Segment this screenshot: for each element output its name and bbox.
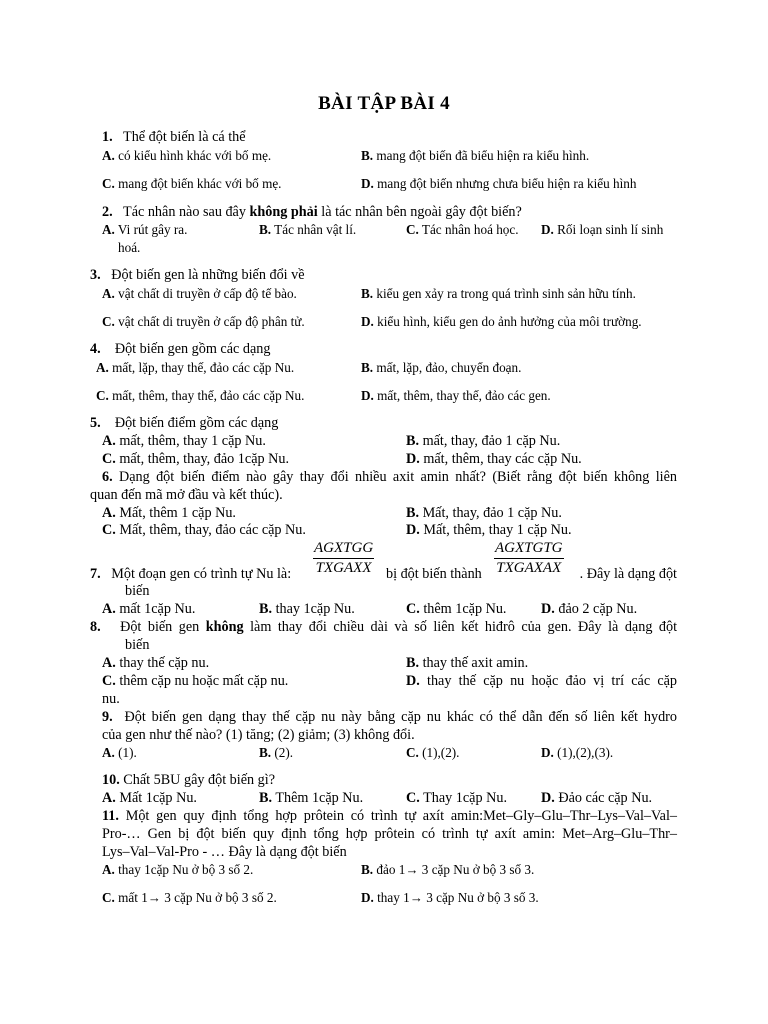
option-a	[102, 221, 187, 238]
question-9-stem	[102, 709, 677, 726]
option-letter: B.	[406, 655, 420, 671]
option-c	[102, 673, 288, 690]
option-letter: D.	[361, 176, 374, 191]
option-letter: B.	[259, 222, 272, 237]
question-number: 3.	[90, 267, 101, 283]
option-letter: B.	[259, 601, 273, 617]
option-text: mất, thêm, thay thế, đảo các gen.	[377, 388, 551, 403]
option-b	[259, 221, 356, 238]
question-text: Tác nhân nào sau đây	[123, 204, 246, 220]
option-text: thay 1→ 3 cặp Nu ở bộ 3 số 3.	[377, 890, 539, 905]
option-letter: D.	[406, 451, 420, 467]
question-number: 4.	[90, 341, 101, 357]
option-text: Mất, thêm, thay, đảo các cặp Nu.	[119, 522, 306, 538]
option-d	[406, 673, 677, 690]
option-letter: C.	[102, 176, 115, 191]
option-a	[102, 433, 266, 450]
sequence-bottom-strand: TXGAXX	[315, 560, 372, 576]
option-letter: A.	[102, 790, 116, 806]
option-text: Đảo các cặp Nu.	[558, 790, 653, 806]
question-8-stem-wrap: biến	[125, 637, 150, 653]
question-8-stem	[90, 619, 677, 636]
option-letter: B.	[361, 360, 374, 375]
option-letter: A.	[102, 433, 116, 449]
question-text: Một gen quy định tổng hợp prôtein có trình tự axít amin:Met–Gly–Glu–Thr–Lys–Val–Val–	[125, 808, 677, 824]
option-text: (1).	[118, 745, 137, 760]
option-letter: B.	[361, 862, 374, 877]
option-text: thay 1cặp Nu.	[275, 601, 355, 617]
question-11-stem	[102, 808, 677, 825]
option-text: mất 1→ 3 cặp Nu ở bộ 3 số 2.	[118, 890, 277, 905]
option-text: Mất, thay, đảo 1 cặp Nu.	[422, 505, 562, 521]
option-d	[361, 175, 636, 192]
option-d-continuation: nu.	[102, 691, 120, 707]
option-letter: D.	[541, 745, 554, 760]
question-7-stem-mid: bị đột biến thành	[386, 566, 482, 582]
question-text: Đột biến gen là những biến đổi về	[111, 267, 305, 283]
option-text: (2).	[274, 745, 294, 760]
option-text: thêm cặp nu hoặc mất cặp nu.	[119, 673, 289, 689]
question-text: Thể đột biến là cá thể	[123, 129, 246, 145]
question-number: 9.	[102, 709, 113, 725]
question-text: Chất 5BU gây đột biến gì?	[123, 772, 275, 788]
sequence-top-strand: AGXTGG	[313, 540, 374, 559]
question-10-stem	[102, 772, 275, 789]
option-text: Tác nhân hoá học.	[421, 222, 519, 237]
question-text: là tác nhân bên ngoài gây đột biến?	[321, 204, 522, 220]
option-c	[102, 313, 305, 330]
option-b	[259, 601, 355, 618]
option-c	[406, 221, 519, 238]
question-3-stem	[90, 267, 305, 284]
option-text: (1),(2),(3).	[557, 745, 614, 760]
option-text: mang đột biến đã biểu hiện ra kiểu hình.	[376, 148, 590, 163]
option-c	[406, 744, 459, 761]
question-11-stem-line2: Pro-… Gen bị đột biến quy định tổng hợp prôtein có trình tự axít amin: Met–Arg–Glu–Thr–	[102, 826, 677, 842]
option-text: thêm 1cặp Nu.	[423, 601, 507, 617]
question-text: Dạng đột biến điểm nào gây thay đổi nhiều axit amin nhất? (Biết rằng đột biến không liên	[119, 469, 677, 485]
option-letter: C.	[102, 673, 116, 689]
option-letter: D.	[361, 314, 374, 329]
option-text: kiểu gen xảy ra trong quá trình sinh sản hữu tính.	[376, 286, 636, 301]
option-b	[361, 861, 534, 878]
option-d	[361, 313, 642, 330]
option-letter: D.	[406, 673, 420, 689]
option-c	[96, 387, 304, 404]
option-text: thay 1cặp Nu ở bộ 3 số 2.	[118, 862, 254, 877]
option-text: đảo 2 cặp Nu.	[558, 601, 638, 617]
question-emphasis: không phải	[249, 204, 318, 220]
question-9-stem-line2: của gen như thế nào? (1) tăng; (2) giảm; (3) không đổi.	[102, 727, 415, 743]
question-number: 7.	[90, 566, 101, 582]
option-letter: B.	[259, 790, 273, 806]
option-letter: C.	[406, 745, 419, 760]
option-text: có kiểu hình khác với bố mẹ.	[118, 148, 272, 163]
option-text: mất, thêm, thay thế, đảo các cặp Nu.	[112, 388, 305, 403]
option-b	[259, 744, 293, 761]
option-letter: D.	[541, 601, 555, 617]
question-1-stem	[102, 129, 246, 146]
option-text: mang đột biến khác với bố mẹ.	[118, 176, 282, 191]
option-a	[96, 359, 294, 376]
option-c	[406, 790, 507, 807]
option-c	[102, 451, 289, 468]
option-letter: A.	[102, 286, 115, 301]
question-4-stem	[90, 341, 270, 358]
option-text: vật chất di truyền ở cấp độ tế bào.	[118, 286, 297, 301]
option-letter: D.	[541, 790, 555, 806]
option-letter: B.	[406, 433, 420, 449]
option-d	[541, 601, 637, 618]
question-text: Một đoạn gen có trình tự Nu là:	[111, 566, 292, 582]
option-text: Tác nhân vật lí.	[274, 222, 357, 237]
option-text: Vi rút gây ra.	[117, 222, 188, 237]
option-text: mang đột biến nhưng chưa biểu hiện ra kiểu hình	[377, 176, 637, 191]
option-c	[102, 522, 306, 539]
question-number: 5.	[90, 415, 101, 431]
option-text: mất, lặp, đảo, chuyển đoạn.	[376, 360, 522, 375]
option-b	[406, 505, 562, 522]
question-number: 8.	[90, 619, 101, 635]
option-text: kiểu hình, kiểu gen do ảnh hưởng của môi trường.	[377, 314, 642, 329]
question-11-stem-line3: Lys–Val–Val-Pro - … Đây là dạng đột biến	[102, 844, 347, 860]
option-d	[361, 387, 551, 404]
option-d-continuation: hoá.	[118, 240, 141, 255]
option-text: Mất 1cặp Nu.	[119, 790, 197, 806]
option-text: mất 1cặp Nu.	[119, 601, 196, 617]
option-text: thay thế cặp nu hoặc đảo vị trí các cặp	[427, 673, 678, 689]
option-letter: D.	[361, 388, 374, 403]
option-text: Thay 1cặp Nu.	[423, 790, 508, 806]
option-text: thay thế cặp nu.	[119, 655, 210, 671]
question-number: 1.	[102, 129, 113, 145]
question-text: Đột biến điểm gồm các dạng	[114, 415, 279, 431]
option-d	[541, 221, 663, 238]
option-a	[102, 505, 236, 522]
question-7-stem	[90, 566, 291, 583]
option-text: vật chất di truyền ở cấp độ phân tử.	[118, 314, 305, 329]
question-text: Đột biến gen	[120, 619, 200, 635]
option-b	[406, 433, 560, 450]
sequence-original	[313, 540, 374, 577]
option-text: Mất, thêm, thay 1 cặp Nu.	[423, 522, 572, 538]
option-letter: C.	[102, 890, 115, 905]
option-letter: C.	[406, 222, 419, 237]
option-a	[102, 147, 271, 164]
option-a	[102, 861, 253, 878]
option-b	[361, 285, 636, 302]
option-text: Rối loạn sinh lí sinh	[557, 222, 664, 237]
page-title: BÀI TẬP BÀI 4	[318, 93, 450, 114]
option-text: Thêm 1cặp Nu.	[275, 790, 364, 806]
sequence-bottom-strand: TXGAXAX	[496, 560, 562, 576]
option-letter: A.	[102, 222, 115, 237]
question-text: làm thay đổi chiều dài và số liên kết hiđrô của gen. Đây là dạng đột	[250, 619, 678, 635]
question-6-stem	[102, 469, 677, 486]
option-text: thay thế axit amin.	[422, 655, 529, 671]
option-letter: A.	[102, 862, 115, 877]
option-letter: A.	[102, 655, 116, 671]
question-text: Đột biến gen dạng thay thế cặp nu này bằng cặp nu khác có thể dẫn đến số liên kết hydro	[124, 709, 678, 725]
option-text: (1),(2).	[422, 745, 460, 760]
option-text: đảo 1→ 3 cặp Nu ở bộ 3 số 3.	[376, 862, 535, 877]
option-letter: C.	[406, 601, 420, 617]
option-letter: C.	[406, 790, 420, 806]
option-letter: C.	[102, 451, 116, 467]
option-letter: D.	[361, 890, 374, 905]
option-b	[361, 359, 521, 376]
option-c	[102, 889, 277, 906]
option-text: mất, thay, đảo 1 cặp Nu.	[422, 433, 561, 449]
option-letter: C.	[102, 314, 115, 329]
option-text: Mất, thêm 1 cặp Nu.	[119, 505, 236, 521]
option-text: mất, thêm, thay 1 cặp Nu.	[119, 433, 266, 449]
option-d	[361, 889, 539, 906]
option-letter: C.	[96, 388, 109, 403]
question-7-stem-wrap: biến	[125, 583, 150, 599]
option-letter: C.	[102, 522, 116, 538]
option-letter: A.	[102, 745, 115, 760]
option-c	[406, 601, 506, 618]
question-7-stem-end: . Đây là dạng đột	[579, 566, 677, 582]
option-a	[102, 790, 197, 807]
option-b	[361, 147, 589, 164]
option-text: mất, thêm, thay, đảo 1cặp Nu.	[119, 451, 290, 467]
option-a	[102, 601, 195, 618]
option-a	[102, 655, 209, 672]
question-number: 10.	[102, 772, 120, 788]
option-letter: D.	[541, 222, 554, 237]
option-text: mất, lặp, thay thế, đảo các cặp Nu.	[112, 360, 295, 375]
option-b	[259, 790, 363, 807]
sequence-mutated	[494, 540, 564, 577]
question-number: 2.	[102, 204, 113, 220]
question-number: 6.	[102, 469, 113, 485]
option-c	[102, 175, 281, 192]
question-emphasis: không	[205, 619, 244, 635]
option-letter: B.	[361, 148, 374, 163]
option-a	[102, 285, 297, 302]
option-b	[406, 655, 528, 672]
option-letter: B.	[259, 745, 272, 760]
option-d	[541, 744, 613, 761]
question-2-stem	[102, 204, 522, 221]
option-d	[541, 790, 652, 807]
question-text: Đột biến gen gồm các dạng	[114, 341, 271, 357]
option-text: mất, thêm, thay các cặp Nu.	[423, 451, 582, 467]
question-number: 11.	[102, 808, 119, 824]
sequence-top-strand: AGXTGTG	[494, 540, 564, 559]
option-letter: A.	[102, 148, 115, 163]
option-letter: A.	[102, 505, 116, 521]
question-5-stem	[90, 415, 278, 432]
option-letter: B.	[361, 286, 374, 301]
option-d	[406, 451, 582, 468]
option-letter: A.	[102, 601, 116, 617]
question-6-stem-line2: quan đến mã mở đầu và kết thúc).	[90, 487, 283, 503]
option-letter: A.	[96, 360, 109, 375]
option-a	[102, 744, 137, 761]
option-d	[406, 522, 572, 539]
option-letter: B.	[406, 505, 420, 521]
option-letter: D.	[406, 522, 420, 538]
